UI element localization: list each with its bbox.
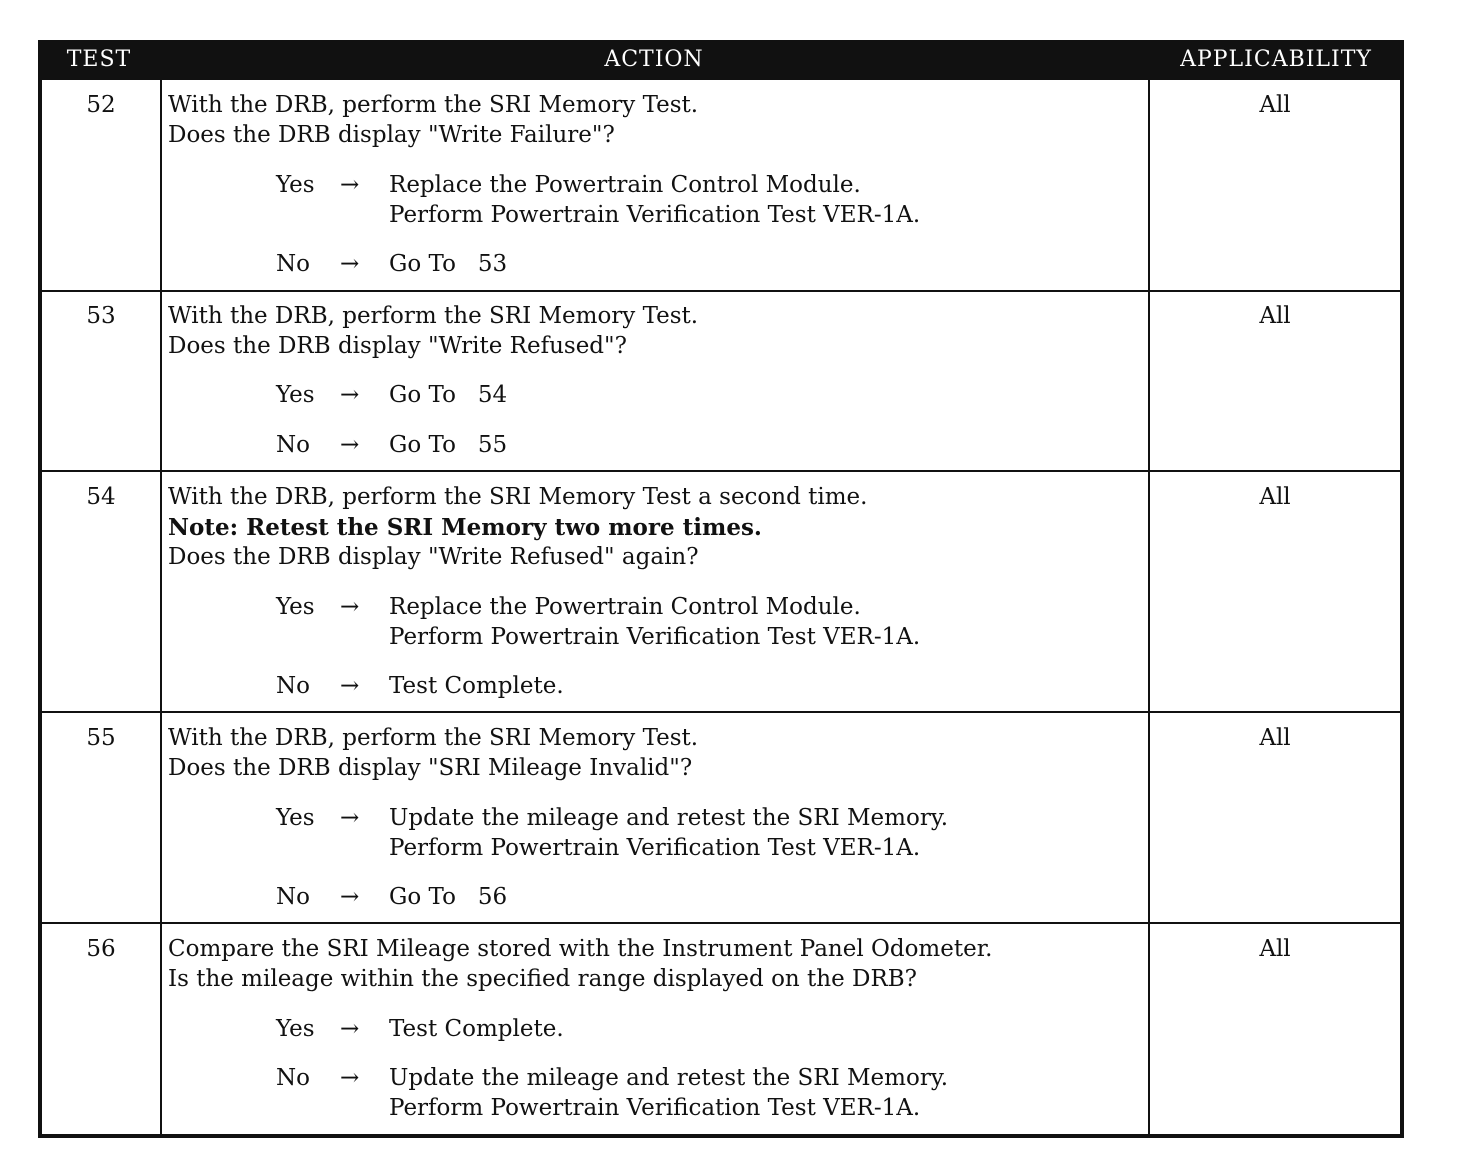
action-question: Does the DRB display "Write Failure"?: [168, 122, 615, 148]
row-divider: [42, 711, 1400, 713]
yes-result: Test Complete.: [389, 1016, 564, 1042]
test-number: 52: [86, 92, 116, 118]
applicability-value: All: [1259, 725, 1291, 751]
column-divider-applicability: [1148, 80, 1150, 1134]
arrow-right-icon: →: [340, 251, 360, 277]
yes-result: Replace the Powertrain Control Module.: [389, 172, 861, 198]
action-line: With the DRB, perform the SRI Memory Test a second time.: [168, 484, 868, 510]
no-label: No: [276, 432, 310, 458]
no-result: Go To 55: [389, 432, 508, 458]
arrow-right-icon: →: [340, 805, 360, 831]
no-label: No: [276, 251, 310, 277]
applicability-value: All: [1259, 484, 1291, 510]
applicability-value: All: [1259, 92, 1291, 118]
action-question: Does the DRB display "Write Refused" again?: [168, 544, 699, 570]
no-label: No: [276, 673, 310, 699]
yes-result-2: Perform Powertrain Verification Test VER-1A.: [389, 624, 921, 650]
yes-label: Yes: [276, 172, 315, 198]
yes-result-2: Perform Powertrain Verification Test VER-1A.: [389, 835, 921, 861]
arrow-right-icon: →: [340, 172, 360, 198]
test-number: 56: [86, 936, 116, 962]
header-test: TEST: [66, 47, 132, 72]
no-result-2: Perform Powertrain Verification Test VER-1A.: [389, 1095, 921, 1121]
action-note: Note: Retest the SRI Memory two more times.: [168, 514, 762, 541]
arrow-right-icon: →: [340, 673, 360, 699]
yes-label: Yes: [276, 382, 315, 408]
arrow-right-icon: →: [340, 1065, 360, 1091]
table-header: [38, 40, 1404, 80]
arrow-right-icon: →: [340, 884, 360, 910]
no-label: No: [276, 884, 310, 910]
applicability-value: All: [1259, 303, 1291, 329]
test-number: 53: [86, 303, 116, 329]
arrow-right-icon: →: [340, 432, 360, 458]
yes-label: Yes: [276, 594, 315, 620]
yes-result: Replace the Powertrain Control Module.: [389, 594, 861, 620]
header-action: ACTION: [604, 47, 704, 72]
yes-label: Yes: [276, 1016, 315, 1042]
diagnostic-test-table: [38, 40, 1404, 1138]
arrow-right-icon: →: [340, 1016, 360, 1042]
yes-result-2: Perform Powertrain Verification Test VER-1A.: [389, 202, 921, 228]
no-label: No: [276, 1065, 310, 1091]
header-applicability: APPLICABILITY: [1180, 47, 1372, 72]
arrow-right-icon: →: [340, 594, 360, 620]
yes-result: Update the mileage and retest the SRI Memory.: [389, 805, 949, 831]
no-result: Go To 56: [389, 884, 508, 910]
action-line: Compare the SRI Mileage stored with the Instrument Panel Odometer.: [168, 936, 993, 962]
test-number: 55: [86, 725, 116, 751]
action-line: With the DRB, perform the SRI Memory Test.: [168, 303, 699, 329]
no-result: Update the mileage and retest the SRI Memory.: [389, 1065, 949, 1091]
action-question: Does the DRB display "SRI Mileage Invalid"?: [168, 755, 693, 781]
row-divider: [42, 470, 1400, 472]
arrow-right-icon: →: [340, 382, 360, 408]
applicability-value: All: [1259, 936, 1291, 962]
row-divider: [42, 290, 1400, 292]
test-number: 54: [86, 484, 116, 510]
action-line: With the DRB, perform the SRI Memory Test.: [168, 92, 699, 118]
action-question: Is the mileage within the specified range displayed on the DRB?: [168, 966, 918, 992]
yes-result: Go To 54: [389, 382, 508, 408]
column-divider-test: [160, 80, 162, 1134]
no-result: Go To 53: [389, 251, 508, 277]
row-divider: [42, 922, 1400, 924]
action-question: Does the DRB display "Write Refused"?: [168, 333, 627, 359]
no-result: Test Complete.: [389, 673, 564, 699]
yes-label: Yes: [276, 805, 315, 831]
action-line: With the DRB, perform the SRI Memory Test.: [168, 725, 699, 751]
